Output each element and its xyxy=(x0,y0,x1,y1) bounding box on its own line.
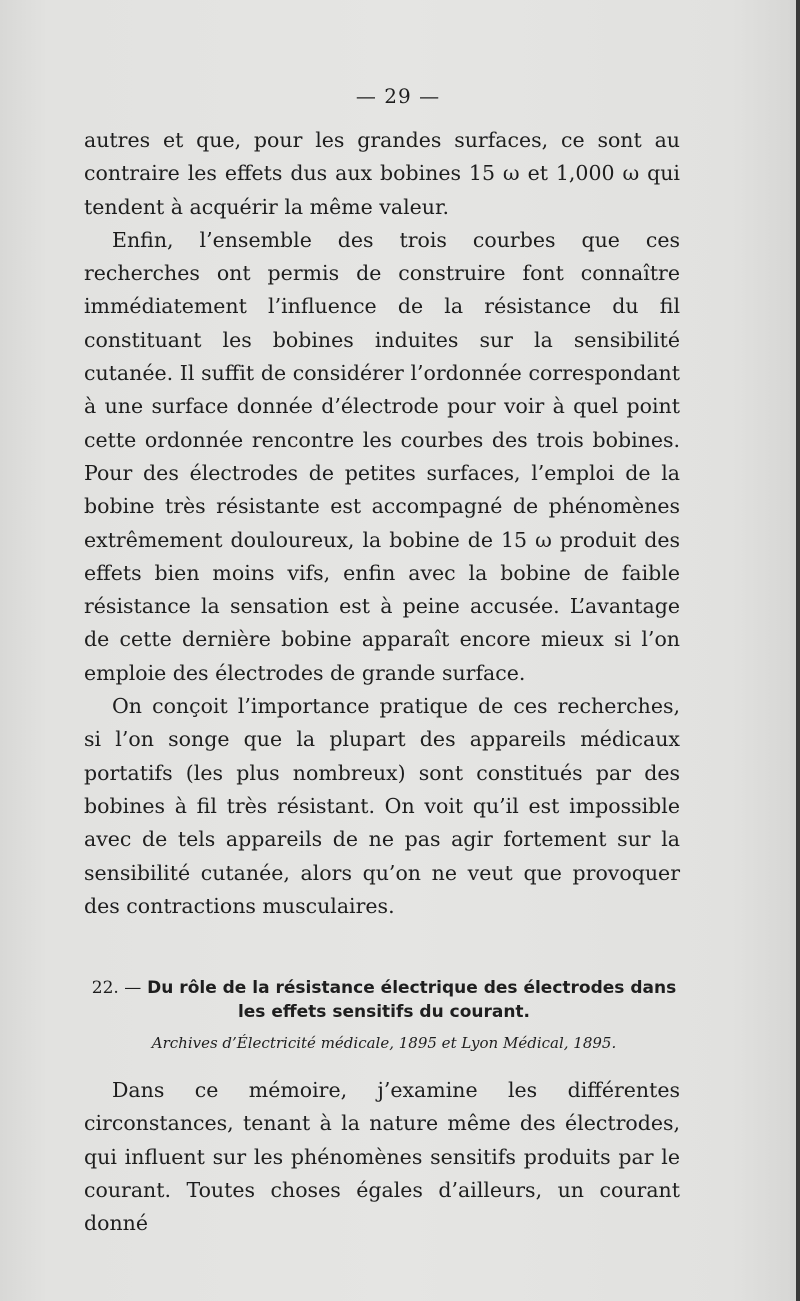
paragraph-continuation: autres et que, pour les grandes surfaces, ce sont au contraire les effets dus aux bobines 15 ω et 1,000 ω qui tendent à acquérir la même valeur. xyxy=(84,128,680,219)
paragraph: On conçoit l’importance pratique de ces recherches, si l’on songe que la plupart des appareils médicaux portatifs (les plus nombreux) sont constitués par des bobines à fil très résistant. On voit qu’il est impossible avec de tels appareils de ne pas agir fortement sur la sensibilité cutanée, alors qu’on ne veut que provoquer des contractions musculaires. xyxy=(84,694,680,918)
paragraph: Enfin, l’ensemble des trois courbes que ces recherches ont permis de construire font connaître immédiatement l’influence de la résistance du fil constituant les bobines induites sur la sensibilité cutanée. Il suffit de considérer l’ordonnée correspondant à une surface donnée d’électrode pour voir à quel point cette ordonnée rencontre les courbes des trois bobines. Pour des électrodes de petites surfaces, l’emploi de la bobine très résistante est accompagné de phénomènes extrêmement douloureux, la bobine de 15 ω produit des effets bien moins vifs, enfin avec la bobine de faible résistance la sensation est à peine accusée. L’avantage de cette dernière bobine apparaît encore mieux si l’on emploie des électrodes de grande surface. xyxy=(84,227,680,685)
section-number: 22. — xyxy=(91,978,142,998)
source-citation: Archives d’Électricité médicale, 1895 et Lyon Médical, 1895. xyxy=(151,1034,617,1052)
section-body xyxy=(84,1074,680,1240)
section-title-text: Du rôle de la résistance électrique des électrodes dans les effets sensitifs du courant. xyxy=(147,978,677,1022)
section-paragraph: Dans ce mémoire, j’examine les différentes circonstances, tenant à la nature même des électrodes, qui influent sur les phénomènes sensitifs produits par le courant. Toutes choses égales d’ailleurs, un courant donné xyxy=(84,1078,680,1236)
section-header xyxy=(84,976,684,1054)
section-source xyxy=(84,1032,684,1054)
section-title xyxy=(84,976,684,1024)
main-text xyxy=(84,124,680,923)
page-number: — 29 — xyxy=(355,84,441,108)
